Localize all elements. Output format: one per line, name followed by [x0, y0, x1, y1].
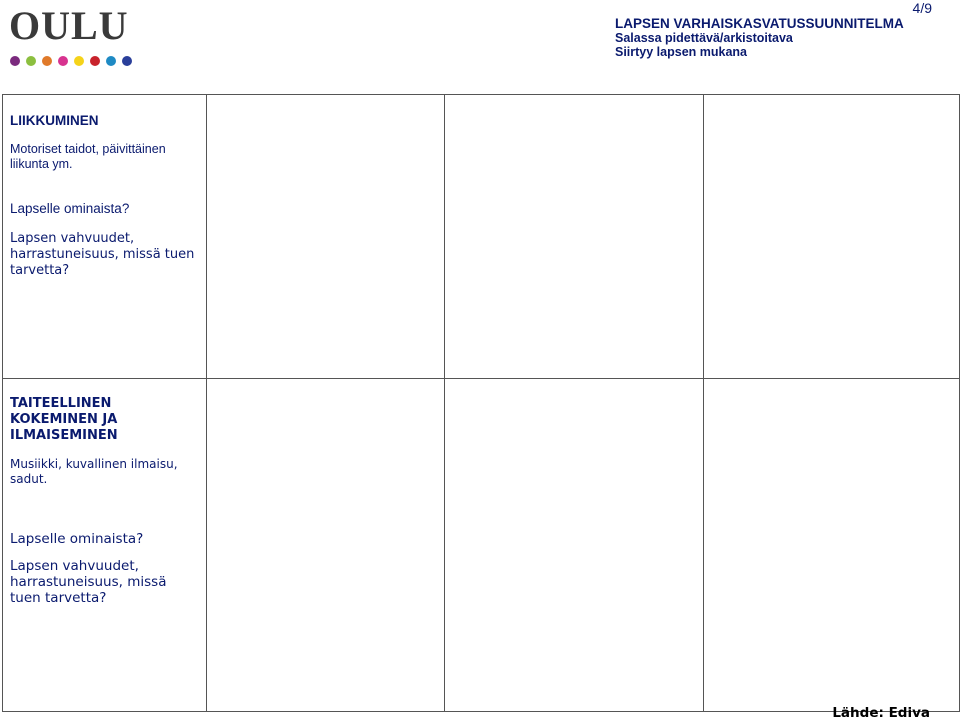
table-row	[3, 95, 960, 379]
table-row	[3, 379, 960, 712]
section-question: Lapselle ominaista?	[10, 201, 130, 216]
section-title: TAITEELLINEN KOKEMINEN JA ILMAISEMINEN	[10, 396, 118, 443]
section-question: Lapselle ominaista?	[10, 531, 144, 547]
logo-wordmark: OULU	[9, 3, 129, 48]
logo-dot	[42, 56, 52, 66]
entry-cell[interactable]	[444, 95, 704, 379]
page-number: 4/9	[912, 0, 932, 16]
logo-dot	[10, 56, 20, 66]
section-description: Musiikki, kuvallinen ilmaisu, sadut.	[10, 457, 178, 486]
entry-cell[interactable]	[704, 379, 960, 712]
section-question: Lapsen vahvuudet, harrastuneisuus, missä tuen tarvetta?	[10, 231, 195, 278]
logo-dot	[58, 56, 68, 66]
source-note: Lähde: Ediva	[832, 705, 930, 721]
logo-dot	[74, 56, 84, 66]
row-label-cell	[3, 379, 207, 712]
document-title: LAPSEN VARHAISKASVATUSSUUNNITELMA	[615, 16, 904, 31]
transfer-note: Siirtyy lapsen mukana	[615, 45, 748, 59]
section-description: Motoriset taidot, päivittäinen liikunta ym.	[10, 142, 166, 171]
entry-cell[interactable]	[206, 95, 444, 379]
document-header	[615, 17, 904, 59]
assessment-table	[2, 94, 960, 712]
confidential-note: Salassa pidettävä/arkistoitava	[615, 31, 793, 45]
entry-cell[interactable]	[704, 95, 960, 379]
row-label-cell	[3, 95, 207, 379]
entry-cell[interactable]	[206, 379, 444, 712]
logo-dots	[10, 56, 132, 66]
logo-dot	[106, 56, 116, 66]
oulu-logo	[9, 3, 132, 66]
logo-dot	[122, 56, 132, 66]
section-title: LIIKKUMINEN	[10, 113, 99, 128]
logo-dot	[26, 56, 36, 66]
section-question: Lapsen vahvuudet, harrastuneisuus, missä tuen tarvetta?	[10, 558, 167, 606]
entry-cell[interactable]	[444, 379, 704, 712]
logo-dot	[90, 56, 100, 66]
